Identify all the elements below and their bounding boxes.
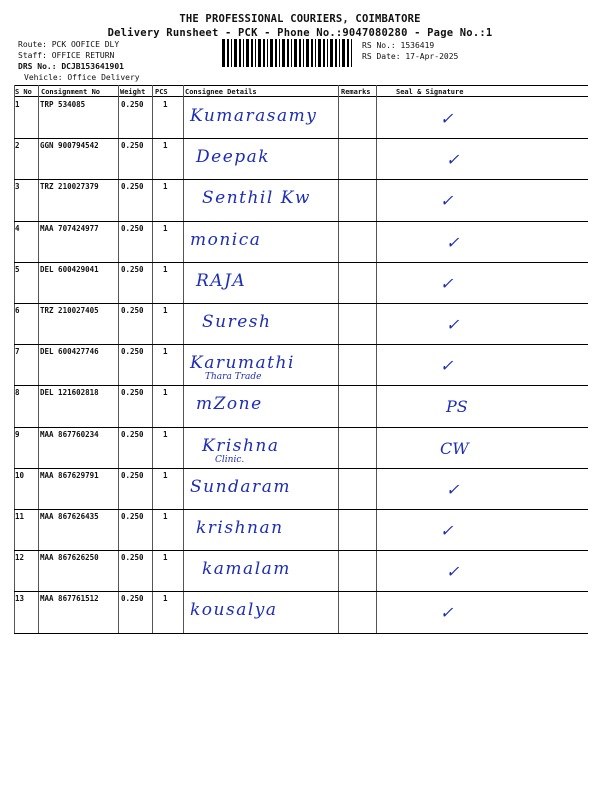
row-seal-signature: ✓ — [446, 150, 460, 170]
row-sno: 3 — [15, 182, 20, 192]
col-header-remarks: Remarks — [341, 88, 371, 96]
row-bottom-border — [14, 262, 588, 263]
staff-text: Staff: OFFICE RETURN — [18, 51, 115, 60]
row-bottom-border — [14, 633, 588, 634]
row-consignee-handwriting: Sundaram — [190, 476, 291, 497]
col-header-consignee: Consignee Details — [185, 88, 257, 96]
row-sno: 12 — [15, 553, 25, 563]
row-seal-signature: ✓ — [446, 232, 460, 252]
row-consignee-handwriting: Senthil Kw — [202, 188, 311, 209]
row-weight: 0.250 — [121, 141, 144, 151]
row-bottom-border — [14, 591, 588, 592]
row-weight: 0.250 — [121, 553, 144, 563]
row-seal-signature: ✓ — [446, 479, 460, 499]
row-consignee-handwriting: Karumathi — [190, 353, 295, 374]
row-weight: 0.250 — [121, 100, 144, 109]
row-weight: 0.250 — [121, 306, 144, 315]
row-sno: 4 — [15, 223, 20, 233]
barcode-image — [222, 39, 354, 67]
row-seal-signature: ✓ — [440, 603, 454, 623]
row-consignee-handwriting: monica — [190, 229, 262, 250]
row-sno: 13 — [15, 594, 25, 604]
row-bottom-border — [14, 427, 588, 428]
col-header-seal: Seal & Signature — [396, 88, 464, 96]
row-consignment-no: TRZ 210027405 — [40, 306, 99, 315]
row-pcs: 1 — [163, 470, 168, 480]
row-consignee-handwriting-line2: Thara Trade — [205, 372, 262, 383]
row-weight: 0.250 — [121, 429, 144, 439]
row-consignee-handwriting: Krishna — [202, 435, 280, 456]
row-pcs: 1 — [163, 347, 168, 357]
row-weight: 0.250 — [121, 223, 144, 233]
row-consignment-no: TRP 534085 — [40, 100, 86, 109]
row-sno: 11 — [15, 512, 25, 521]
row-sno: 6 — [15, 306, 20, 315]
row-weight: 0.250 — [121, 594, 144, 604]
row-seal-signature: ✓ — [440, 521, 454, 540]
row-pcs: 1 — [163, 264, 168, 274]
row-weight: 0.250 — [121, 388, 144, 398]
row-pcs: 1 — [163, 141, 168, 151]
row-bottom-border — [14, 385, 588, 386]
row-sno: 5 — [15, 264, 20, 274]
row-consignment-no: MAA 867626250 — [40, 553, 99, 563]
row-sno: 10 — [15, 470, 25, 480]
company-title: THE PROFESSIONAL COURIERS, COIMBATORE — [179, 13, 421, 25]
rs-number: RS No.: 1536419 — [362, 41, 435, 50]
row-weight: 0.250 — [121, 182, 144, 192]
vehicle-text: Vehicle: Office Delivery — [24, 73, 140, 82]
row-consignment-no: DEL 600429041 — [40, 264, 99, 274]
col-header-sno: S No — [15, 88, 32, 96]
row-pcs: 1 — [163, 223, 168, 233]
row-sno: 8 — [15, 388, 20, 398]
row-consignment-no: DEL 600427746 — [40, 347, 99, 357]
row-consignment-no: MAA 867626435 — [40, 512, 99, 521]
table-header-border — [14, 96, 588, 97]
row-consignment-no: MAA 867761512 — [40, 594, 99, 604]
row-consignee-handwriting: RAJA — [196, 270, 247, 291]
row-seal-signature: ✓ — [440, 191, 454, 211]
row-pcs: 1 — [163, 512, 168, 521]
row-seal-signature: ✓ — [446, 562, 460, 582]
row-consignment-no: MAA 867629791 — [40, 470, 99, 480]
row-bottom-border — [14, 344, 588, 345]
row-weight: 0.250 — [121, 264, 144, 274]
drs-number: DRS No.: DCJB153641901 — [18, 62, 124, 71]
row-weight: 0.250 — [121, 512, 144, 521]
row-bottom-border — [14, 468, 588, 469]
row-bottom-border — [14, 221, 588, 222]
row-seal-signature: ✓ — [440, 109, 454, 128]
row-bottom-border — [14, 303, 588, 304]
row-pcs: 1 — [163, 594, 168, 604]
row-consignee-handwriting: mZone — [196, 394, 263, 415]
col-header-weight: Weight — [120, 88, 146, 96]
row-pcs: 1 — [163, 306, 168, 315]
row-pcs: 1 — [163, 182, 168, 192]
table-top-border — [14, 85, 588, 86]
row-consignment-no: DEL 121602818 — [40, 388, 99, 398]
col-header-pcs: PCS — [155, 88, 168, 96]
row-consignee-handwriting: kamalam — [202, 559, 291, 580]
runsheet-subtitle: Delivery Runsheet - PCK - Phone No.:9047080280 - Page No.:1 — [107, 27, 493, 39]
row-consignment-no: MAA 867760234 — [40, 429, 99, 439]
row-consignee-handwriting: krishnan — [196, 518, 284, 538]
row-seal-signature: ✓ — [440, 273, 454, 293]
row-consignment-no: TRZ 210027379 — [40, 182, 99, 192]
row-pcs: 1 — [163, 429, 168, 439]
row-sno: 2 — [15, 141, 20, 151]
row-pcs: 1 — [163, 100, 168, 109]
row-pcs: 1 — [163, 553, 168, 563]
row-pcs: 1 — [163, 388, 168, 398]
row-consignee-handwriting: Deepak — [196, 147, 271, 168]
row-sno: 1 — [15, 100, 20, 109]
row-consignee-handwriting: kousalya — [190, 600, 278, 621]
row-bottom-border — [14, 138, 588, 139]
row-consignee-handwriting: Kumarasamy — [190, 106, 318, 126]
row-sno: 7 — [15, 347, 20, 357]
row-consignee-handwriting-line2: Clinic. — [215, 454, 245, 465]
row-sno: 9 — [15, 429, 20, 439]
row-weight: 0.250 — [121, 470, 144, 480]
row-weight: 0.250 — [121, 347, 144, 357]
row-consignment-no: MAA 707424977 — [40, 223, 99, 233]
row-bottom-border — [14, 509, 588, 510]
row-seal-signature: CW — [440, 438, 469, 458]
row-bottom-border — [14, 550, 588, 551]
row-seal-signature: PS — [446, 397, 468, 417]
col-header-consignment: Consignment No — [41, 88, 101, 96]
row-seal-signature: ✓ — [440, 356, 454, 376]
row-consignment-no: GGN 900794542 — [40, 141, 99, 151]
route-text: Route: PCK OOFICE DLY — [18, 40, 120, 49]
rs-date: RS Date: 17-Apr-2025 — [362, 52, 459, 61]
row-seal-signature: ✓ — [446, 315, 460, 334]
row-consignee-handwriting: Suresh — [202, 312, 272, 332]
row-bottom-border — [14, 179, 588, 180]
